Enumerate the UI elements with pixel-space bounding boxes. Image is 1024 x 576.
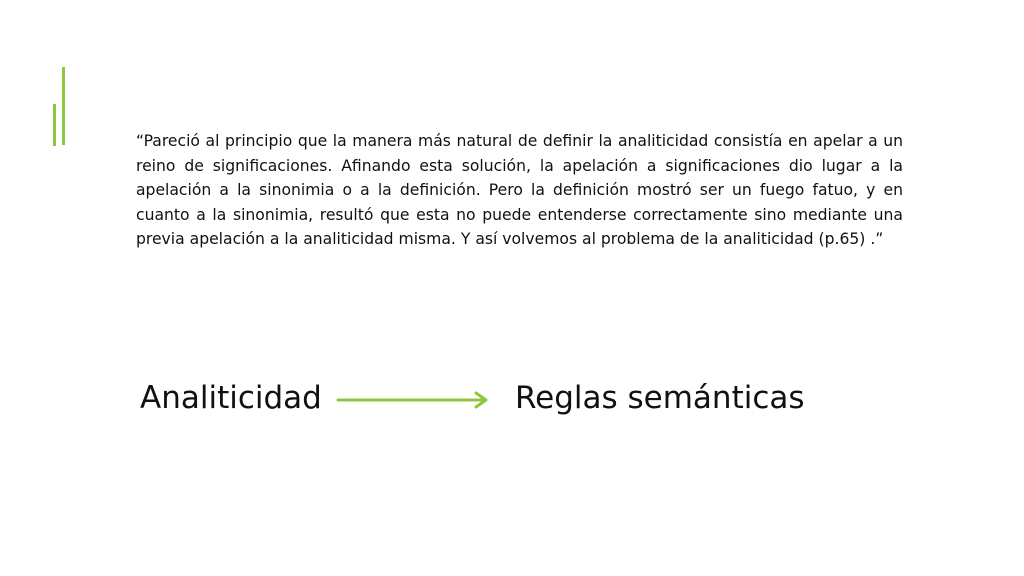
source-term: Analiticidad <box>140 380 322 416</box>
target-term: Reglas semánticas <box>515 380 805 416</box>
concept-flow <box>0 370 1024 430</box>
accent-bar-right <box>62 67 65 145</box>
quote-text: “Pareció al principio que la manera más natural de definir la analiticidad consistía en apelar a un reino de significaciones. Afinando esta solución, la apelación a significaciones dio lugar a la apelación a la sinonimia o a la definición. Pero la definición mostró ser un fuego fatuo, y en cuanto a la sinonimia, resultó que esta no puede entenderse correctamente sino mediante una previa apelación a la analiticidad misma. Y así volvemos al problema de la analiticidad (p.65) .” <box>136 132 903 248</box>
accent-bar-left <box>53 104 56 146</box>
right-arrow-icon <box>336 388 496 412</box>
